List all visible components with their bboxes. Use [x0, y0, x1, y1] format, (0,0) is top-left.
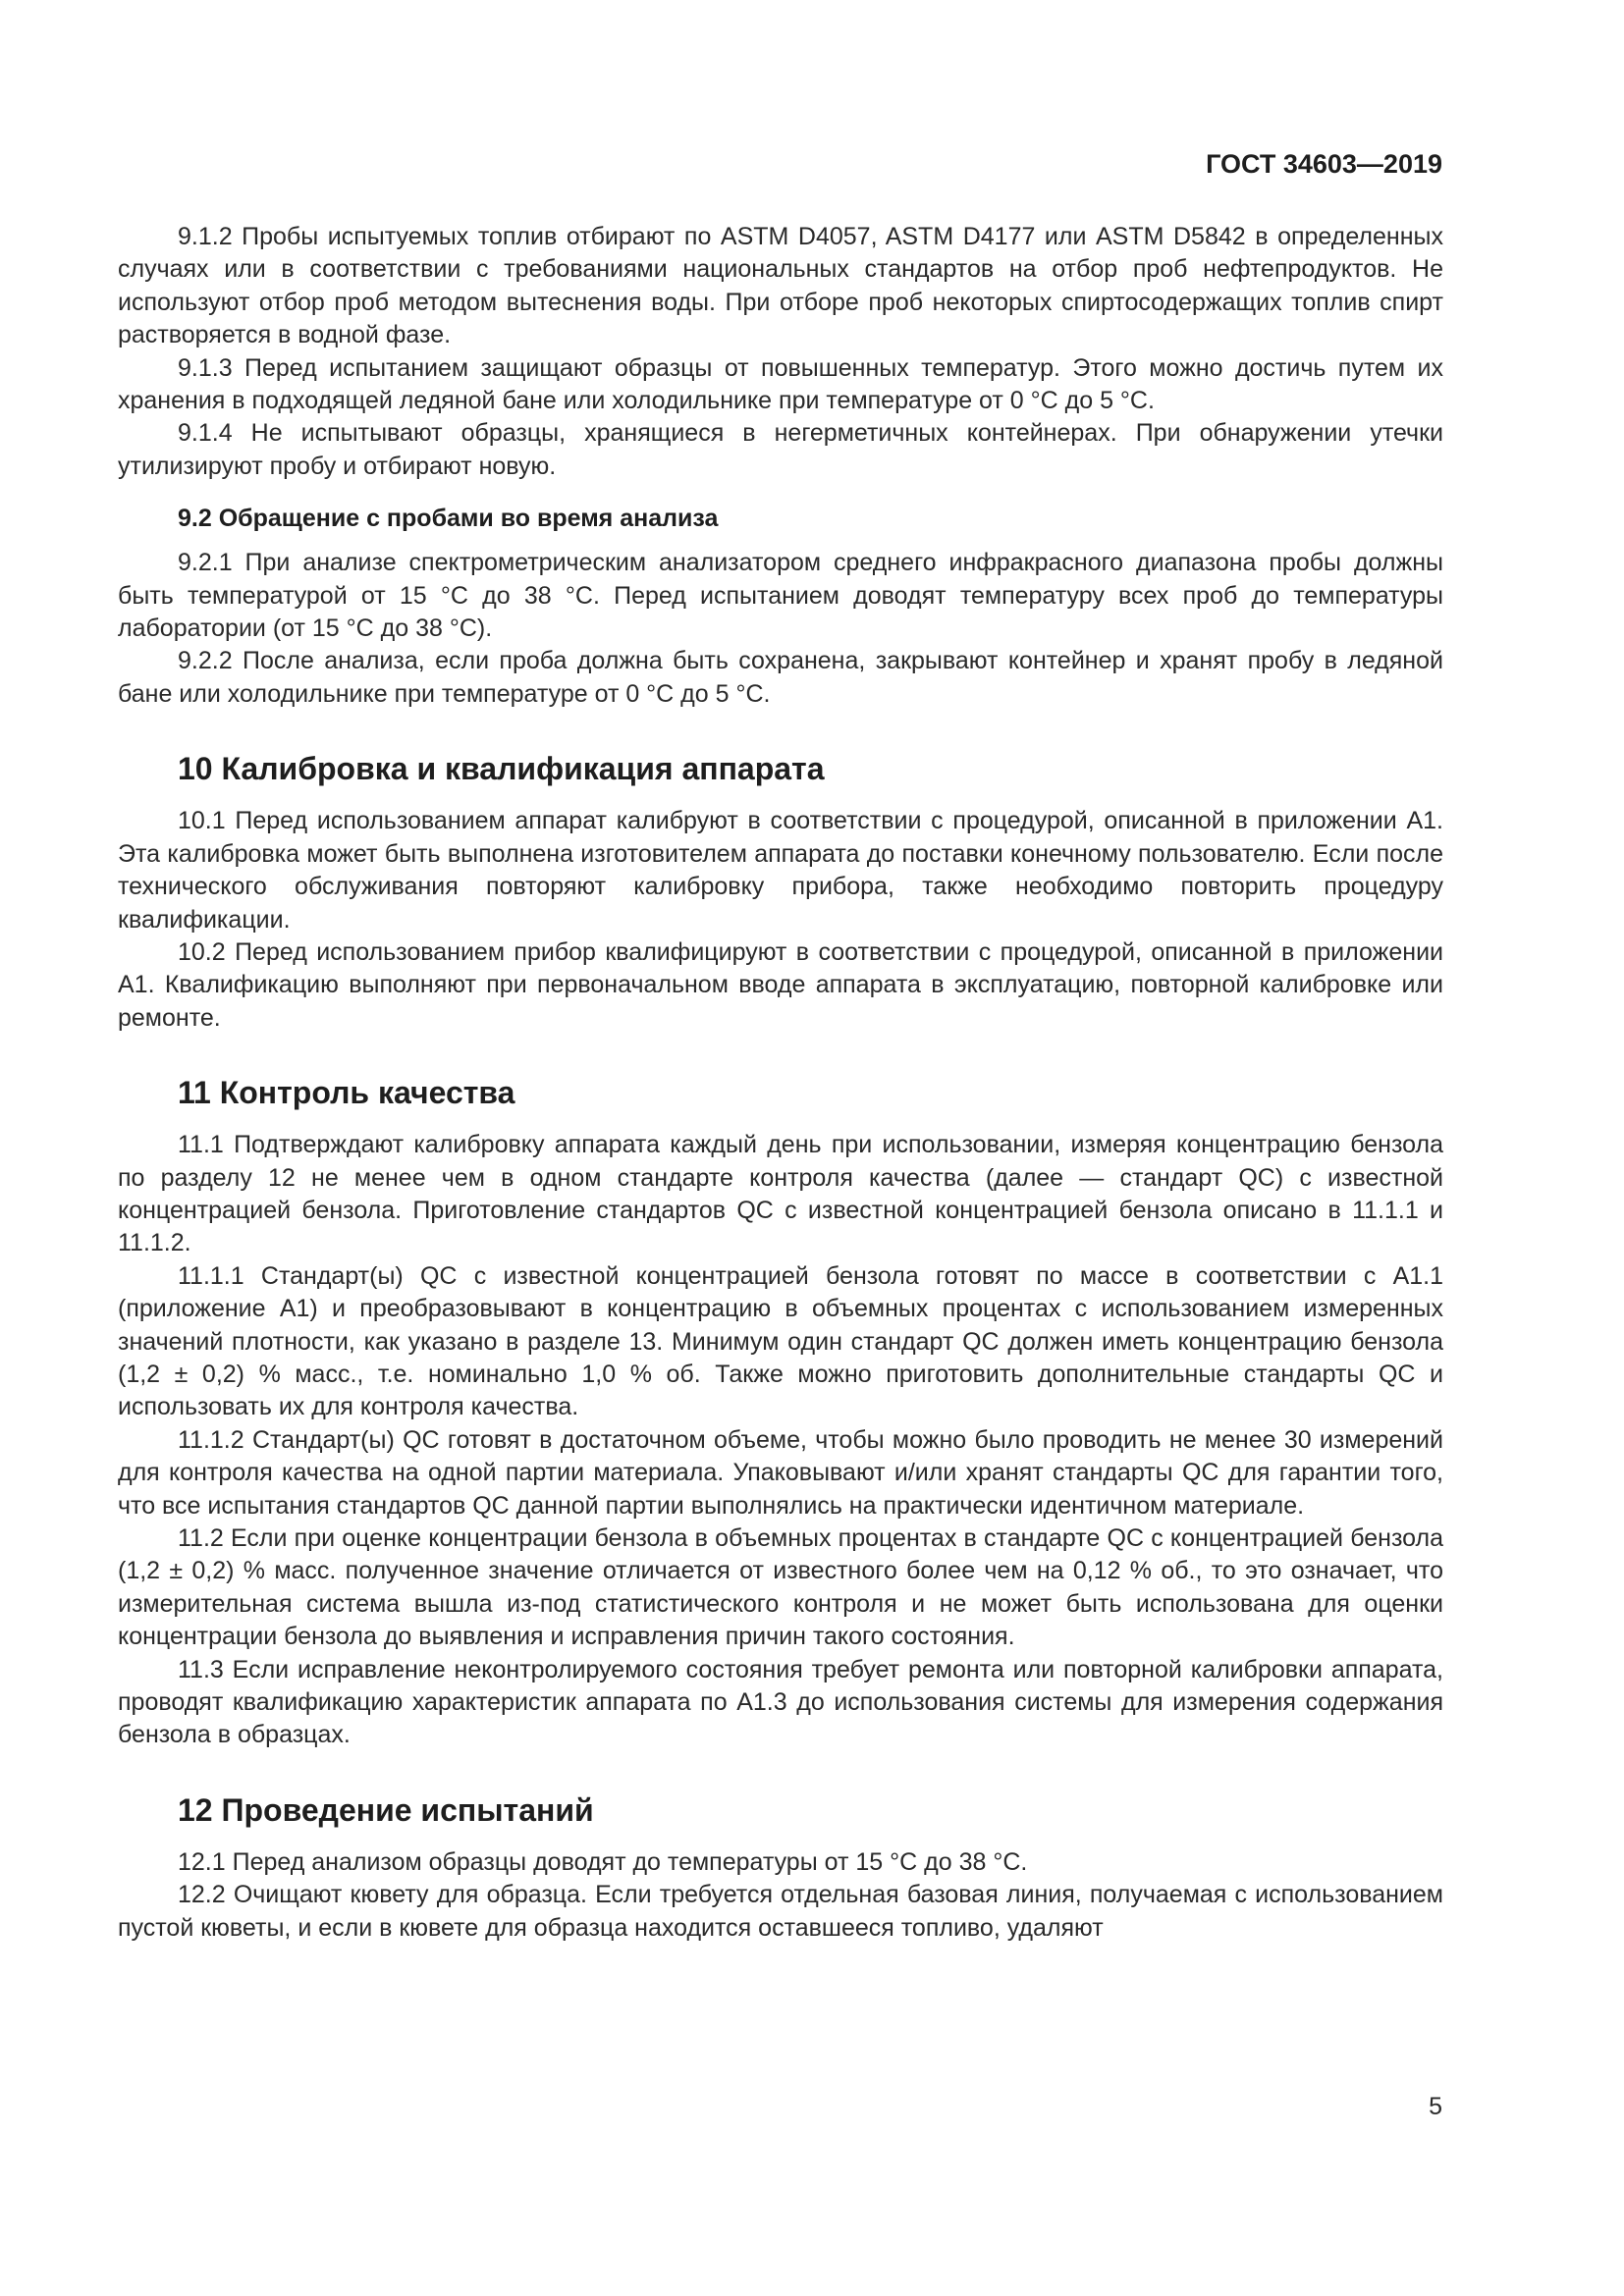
- paragraph-9-1-2: 9.1.2 Пробы испытуемых топлив отбирают по ASTM D4057, ASTM D4177 или ASTM D5842 в определенных случаях или в соответствии с требованиями национальных стандартов на отбор проб нефтепродуктов. Не используют отбор проб методом вытеснения воды. При отборе проб некоторых спиртосодержащих топлив спирт растворяется в водной фазе.: [118, 223, 1443, 349]
- paragraph-9-1-3: 9.1.3 Перед испытанием защищают образцы от повышенных температур. Этого можно достичь путем их хранения в подходящей ледяной бане или холодильнике при температуре от 0 °С до 5 °С.: [118, 353, 1443, 415]
- subsection-heading-9-2: 9.2 Обращение с пробами во время анализа: [178, 505, 719, 533]
- paragraph-9-1-4: 9.1.4 Не испытывают образцы, хранящиеся в негерметичных контейнерах. При обнаружении утечки утилизируют пробу и отбирают новую.: [118, 419, 1443, 480]
- paragraph-10-2: 10.2 Перед использованием прибор квалифицируют в соответствии с процедурой, описанной в приложении А1. Квалификацию выполняют при первоначальном вводе аппарата в эксплуатацию, повторной калибровке или ремонте.: [118, 937, 1443, 1032]
- paragraph-11-1: 11.1 Подтверждают калибровку аппарата каждый день при использовании, измеряя концентрацию бензола по разделу 12 не менее чем в одном стандарте контроля качества (далее — стандарт QC) с известной концентрацией бензола. Приготовление стандартов QC с известной концентрацией бензола описано в 11.1.1 и 11.1.2.: [118, 1131, 1443, 1257]
- paragraph-12-1: 12.1 Перед анализом образцы доводят до температуры от 15 °С до 38 °С.: [178, 1847, 1028, 1876]
- paragraph-11-2: 11.2 Если при оценке концентрации бензола в объемных процентах в стандарте QC с концентрацией бензола (1,2 ± 0,2) % масс. полученное значение отличается от известного более чем на 0,12 % об., то это означает, что измерительная система вышла из-под статистического контроля и не может быть использована для оценки концентрации бензола до выявления и исправления причин такого состояния.: [118, 1524, 1443, 1651]
- paragraph-11-1-2: 11.1.2 Стандарт(ы) QC готовят в достаточном объеме, чтобы можно было проводить не менее 30 измерений для контроля качества на одной партии материала. Упаковывают и/или хранят стандарты QC для гарантии того, что все испытания стандартов QC данной партии выполнялись на практически идентичном материале.: [118, 1425, 1443, 1520]
- section-heading-10: 10 Калибровка и квалификация аппарата: [178, 751, 825, 787]
- section-heading-12: 12 Проведение испытаний: [178, 1791, 594, 1828]
- paragraph-12-2: 12.2 Очищают кювету для образца. Если требуется отдельная базовая линия, получаемая с использованием пустой кюветы, и если в кювете для образца находится оставшееся топливо, удаляют: [118, 1881, 1443, 1942]
- page-content: [118, 221, 1443, 1945]
- paragraph-9-2-1: 9.2.1 При анализе спектрометрическим анализатором среднего инфракрасного диапазона пробы должны быть температурой от 15 °С до 38 °С. Перед испытанием доводят температуру всех проб до температуры лаборатории (от 15 °С до 38 °С).: [118, 549, 1443, 643]
- standard-header: ГОСТ 34603—2019: [1206, 149, 1442, 179]
- paragraph-11-1-1: 11.1.1 Стандарт(ы) QC с известной концентрацией бензола готовят по массе в соответствии с А1.1 (приложение А1) и преобразовывают в концентрацию в объемных процентах с использованием измеренных значений плотности, как указано в разделе 13. Минимум один стандарт QC должен иметь концентрацию бензола (1,2 ± 0,2) % масс., т.е. номинально 1,0 % об. Также можно приготовить дополнительные стандарты QC и использовать их для контроля качества.: [118, 1261, 1443, 1421]
- paragraph-11-3: 11.3 Если исправление неконтролируемого состояния требует ремонта или повторной калибровки аппарата, проводят квалификацию характеристик аппарата по А1.3 до использования системы для измерения содержания бензола в образцах.: [118, 1655, 1443, 1749]
- paragraph-10-1: 10.1 Перед использованием аппарат калибруют в соответствии с процедурой, описанной в приложении А1. Эта калибровка может быть выполнена изготовителем аппарата до поставки конечному пользователю. Если после технического обслуживания повторяют калибровку прибора, также необходимо повторить процедуру квалификации.: [118, 807, 1443, 934]
- paragraph-9-2-2: 9.2.2 После анализа, если проба должна быть сохранена, закрывают контейнер и хранят пробу в ледяной бане или холодильнике при температуре от 0 °С до 5 °С.: [118, 647, 1443, 708]
- section-heading-11: 11 Контроль качества: [178, 1075, 515, 1111]
- page-number: 5: [1429, 2093, 1442, 2120]
